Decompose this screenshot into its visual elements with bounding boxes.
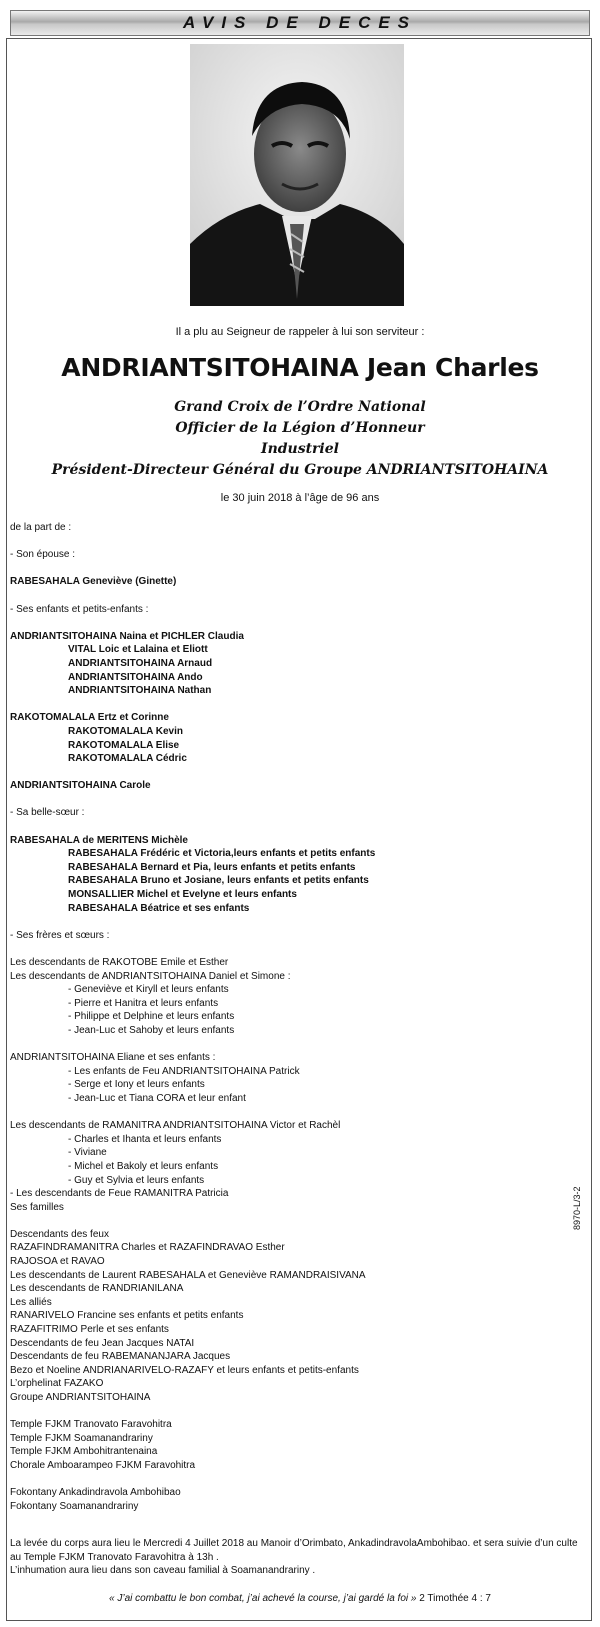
family-line: RAJOSOA et RAVAO: [10, 1256, 105, 1268]
notice-title: AVIS DE DECES: [182, 13, 418, 32]
family-line: RAKOTOMALALA Kevin: [68, 725, 183, 737]
family-line: de la part de :: [10, 522, 72, 533]
notice-header: [10, 10, 590, 36]
family-list: [10, 521, 590, 1513]
family-line: Chorale Amboarampeo FJKM Faravohitra: [10, 1459, 196, 1471]
family-line: RAZAFINDRAMANITRA Charles et RAZAFINDRAVAO Esther: [10, 1242, 285, 1254]
family-line: RAZAFITRIMO Perle et ses enfants: [10, 1324, 169, 1336]
title-line: Industriel: [261, 441, 339, 457]
family-line: - Sa belle-sœur :: [10, 807, 85, 819]
family-line: Les descendants de RAKOTOBE Emile et Esther: [10, 957, 229, 968]
line-spacer: [10, 1106, 590, 1120]
family-line: Descendants de feu RABEMANANJARA Jacques: [10, 1351, 231, 1363]
family-line: MONSALLIER Michel et Evelyne et leurs enfants: [68, 889, 297, 901]
family-line: RABESAHALA Geneviève (Ginette): [10, 576, 177, 588]
bible-quote: [10, 1593, 590, 1604]
family-line: - Guy et Sylvia et leurs enfants: [68, 1174, 205, 1186]
family-line: RAKOTOMALALA Ertz et Corinne: [10, 712, 169, 724]
family-line: - Jean-Luc et Tiana CORA et leur enfant: [68, 1092, 246, 1104]
family-line: Groupe ANDRIANTSITOHAINA: [10, 1392, 151, 1403]
death-date: le 30 juin 2018 à l’âge de 96 ans: [220, 492, 380, 504]
family-line: Bezo et Noeline ANDRIANARIVELO-RAZAFY et leurs enfants et petits-enfants: [10, 1364, 359, 1376]
family-line: - Geneviève et Kiryll et leurs enfants: [68, 984, 229, 996]
family-line: ANDRIANTSITOHAINA Naina et PICHLER Claudia: [10, 630, 244, 642]
title-line: Président-Directeur Général du Groupe ANDRIANTSITOHAINA: [51, 462, 549, 478]
line-spacer: [10, 616, 590, 630]
line-spacer: [10, 1038, 590, 1052]
family-line: - Les enfants de Feu ANDRIANTSITOHAINA Patrick: [68, 1065, 300, 1077]
title-line: Grand Croix de l’Ordre National: [174, 399, 426, 415]
family-line: ANDRIANTSITOHAINA Nathan: [68, 685, 212, 697]
family-line: - Pierre et Hanitra et leurs enfants: [68, 997, 219, 1009]
family-line: - Ses enfants et petits-enfants :: [10, 603, 149, 615]
line-spacer: [10, 589, 590, 603]
line-spacer: [10, 562, 590, 576]
family-line: - Michel et Bakoly et leurs enfants: [68, 1160, 219, 1172]
family-line: - Ses frères et sœurs :: [10, 929, 110, 941]
family-line: Les descendants de RANDRIANILANA: [10, 1283, 184, 1295]
family-line: Les descendants de RAMANITRA ANDRIANTSITOHAINA Victor et Rachèl: [10, 1120, 341, 1132]
line-spacer: [10, 820, 590, 834]
quote-text: « J’ai combattu le bon combat, j’ai achevé la course, j’ai gardé la foi »: [109, 1593, 417, 1604]
family-line: - Son épouse :: [10, 549, 76, 561]
levee-text: La levée du corps aura lieu le Mercredi 4 Juillet 2018 au Manoir d’Orimbato, AnkadindravolaAmbohibao. et sera suivie d’un culte au Temple FJKM Tranovato Faravohitra à 13h .: [10, 1538, 578, 1563]
quote-reference: 2 Timothée 4 : 7: [419, 1593, 491, 1604]
family-line: ANDRIANTSITOHAINA Carole: [10, 780, 151, 792]
intro-text: Il a plu au Seigneur de rappeler à lui son serviteur :: [175, 326, 425, 338]
family-line: Les descendants de Laurent RABESAHALA et Geneviève RAMANDRAISIVANA: [10, 1269, 366, 1281]
family-line: RABESAHALA Bernard et Pia, leurs enfants et petits enfants: [68, 861, 356, 873]
line-spacer: [10, 1473, 590, 1487]
portrait-photo: [190, 44, 404, 306]
title-line: Officier de la Légion d’Honneur: [175, 420, 425, 436]
line-spacer: [10, 766, 590, 780]
line-spacer: [10, 1405, 590, 1419]
family-line: RAKOTOMALALA Elise: [68, 739, 180, 751]
family-line: - Viviane: [68, 1147, 107, 1159]
deceased-titles: [10, 397, 590, 481]
line-spacer: [10, 698, 590, 712]
family-line: Les descendants de ANDRIANTSITOHAINA Daniel et Simone :: [10, 970, 291, 982]
family-line: - Philippe et Delphine et leurs enfants: [68, 1011, 235, 1023]
family-line: - Charles et Ihanta et leurs enfants: [68, 1133, 222, 1145]
family-line: RAKOTOMALALA Cédric: [68, 753, 187, 765]
family-line: RABESAHALA Frédéric et Victoria,leurs enfants et petits enfants: [68, 848, 376, 860]
line-spacer: [10, 915, 590, 929]
family-line: RABESAHALA Bruno et Josiane, leurs enfants et petits enfants: [68, 875, 369, 887]
family-line: RANARIVELO Francine ses enfants et petits enfants: [10, 1310, 244, 1322]
family-line: Fokontany Ankadindravola Ambohibao: [10, 1487, 181, 1499]
family-line: ANDRIANTSITOHAINA Eliane et ses enfants :: [10, 1052, 216, 1064]
family-line: - Les descendants de Feue RAMANITRA Patricia: [10, 1188, 229, 1200]
line-spacer: [10, 1214, 590, 1228]
family-line: ANDRIANTSITOHAINA Arnaud: [68, 657, 213, 669]
family-line: RABESAHALA de MERITENS Michèle: [10, 834, 188, 846]
line-spacer: [10, 793, 590, 807]
family-line: Temple FJKM Ambohitrantenaina: [10, 1446, 158, 1458]
inhumation-text: L’inhumation aura lieu dans son caveau familial à Soamanandrariny .: [10, 1565, 316, 1577]
family-line: Descendants des feux: [10, 1228, 109, 1240]
family-line: Les alliés: [10, 1296, 52, 1308]
family-line: ANDRIANTSITOHAINA Ando: [68, 671, 203, 683]
family-line: - Serge et Iony et leurs enfants: [68, 1079, 205, 1091]
family-line: Temple FJKM Tranovato Faravohitra: [10, 1419, 172, 1431]
line-spacer: [10, 535, 590, 549]
family-line: VITAL Loic et Lalaina et Eliott: [68, 644, 208, 656]
family-line: L’orphelinat FAZAKO: [10, 1378, 104, 1390]
line-spacer: [10, 942, 590, 956]
closing-text: [10, 1537, 590, 1578]
family-line: Ses familles: [10, 1201, 64, 1213]
family-line: - Jean-Luc et Sahoby et leurs enfants: [68, 1024, 235, 1036]
reference-code: 8970-L/3-2: [572, 1186, 582, 1230]
family-line: Descendants de feu Jean Jacques NATAI: [10, 1337, 195, 1349]
family-line: Fokontany Soamanandrariny: [10, 1500, 139, 1512]
family-line: RABESAHALA Béatrice et ses enfants: [68, 902, 250, 914]
deceased-name: ANDRIANTSITOHAINA Jean Charles: [61, 353, 539, 382]
family-line: Temple FJKM Soamanandrariny: [10, 1432, 153, 1444]
